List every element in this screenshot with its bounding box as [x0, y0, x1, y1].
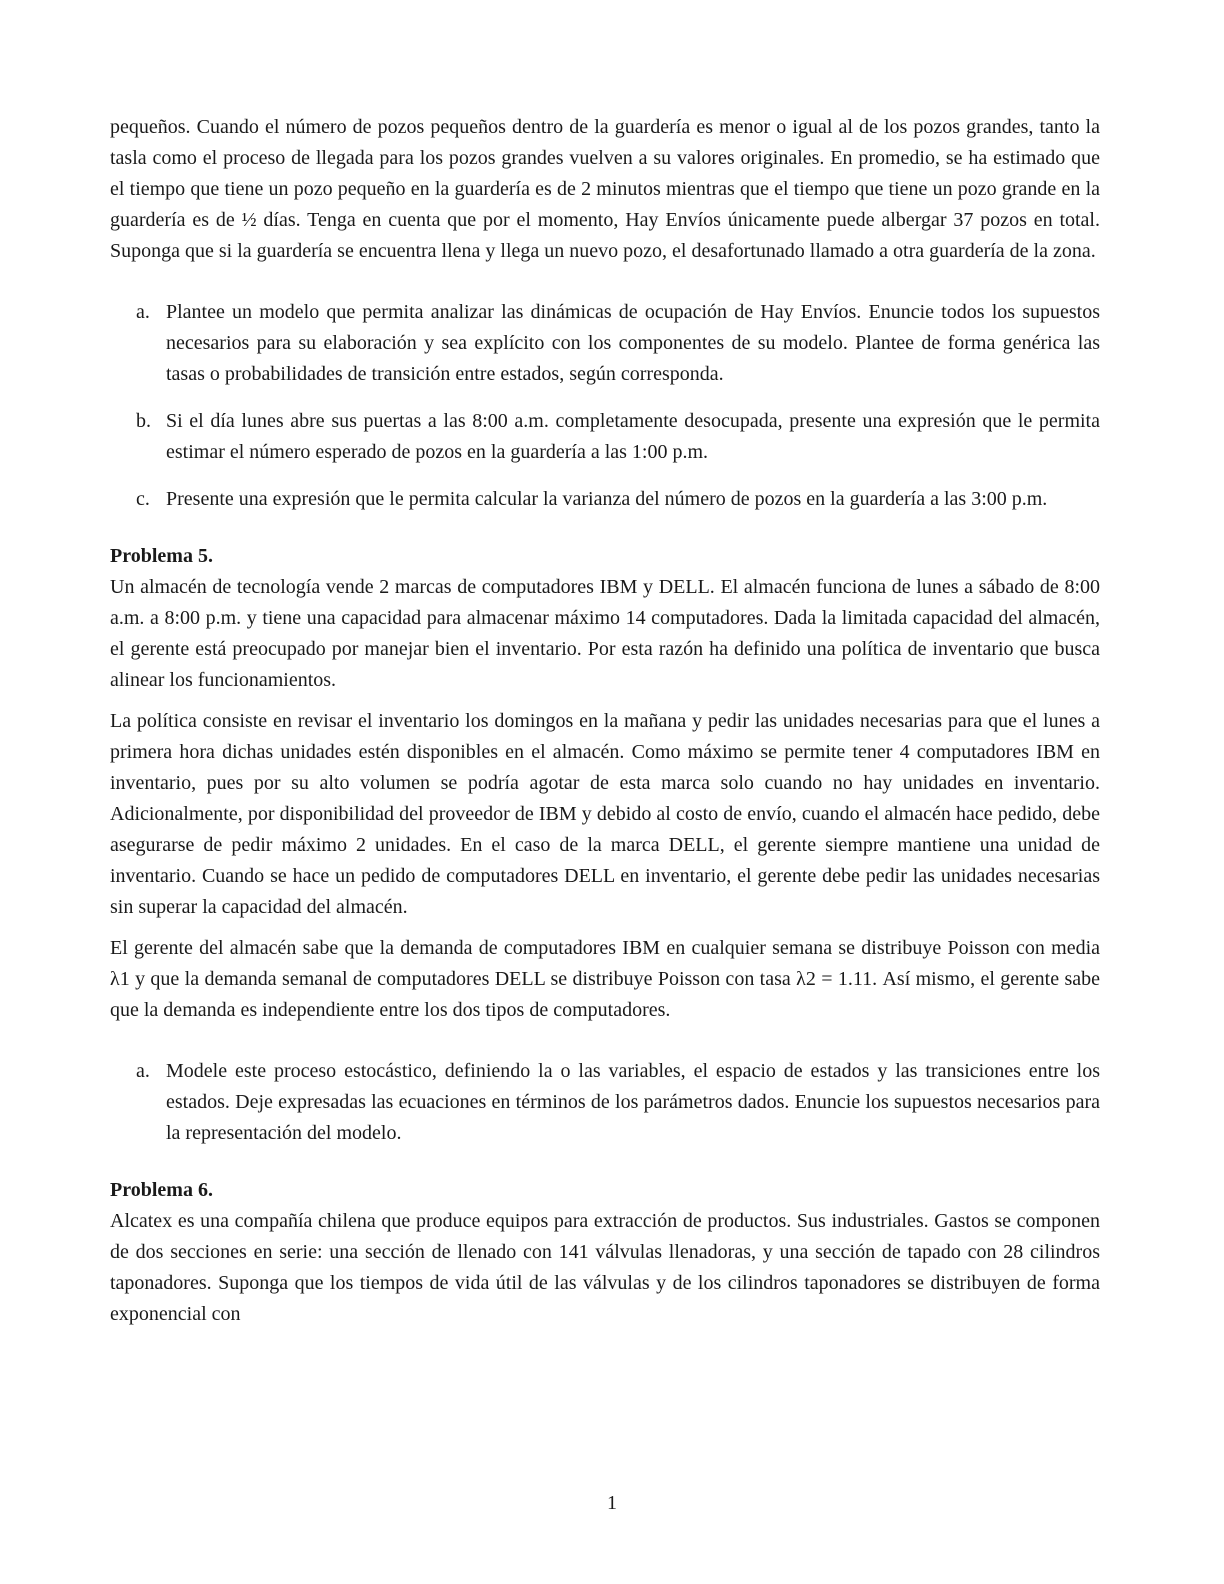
problem-5-paragraph: El gerente del almacén sabe que la demanda de computadores IBM en cualquier semana se distribuye Poisson con media λ1 y que la demanda semanal de computadores DELL se distribuye Poisson con tasa λ2 = 1.11. Así mismo, el gerente sabe que la demanda es independiente entre los dos tipos de computadores.: [110, 937, 1100, 1021]
list-item-text: Plantee un modelo que permita analizar las dinámicas de ocupación de Hay Envíos. Enuncie todos los supuestos necesarios para su elaboración y sea explícito con los componentes de su modelo. Plantee de forma genérica las tasas o probabilidades de transición entre estados, según corresponda.: [166, 301, 1100, 385]
list-item: [110, 406, 1100, 468]
list-item: [110, 1056, 1100, 1149]
intro-paragraph: pequeños. Cuando el número de pozos pequeños dentro de la guardería es menor o igual al de los pozos grandes, tanto la tasla como el proceso de llegada para los pozos grandes vuelven a su valores originales. En promedio, se ha estimado que el tiempo que tiene un pozo pequeño en la guardería es de 2 minutos mientras que el tiempo que tiene un pozo grande en la guardería es de ½ días. Tenga en cuenta que por el momento, Hay Envíos únicamente puede albergar 37 pozos en total. Suponga que si la guardería se encuentra llena y llega un nuevo pozo, el desafortunado llamado a otra guardería de la zona.: [110, 116, 1100, 262]
problem-6-paragraph: Alcatex es una compañía chilena que produce equipos para extracción de productos. Sus industriales. Gastos se componen de dos secciones en serie: una sección de llenado con 141 válvulas llenadoras, y una sección de tapado con 28 cilindros taponadores. Suponga que los tiempos de vida útil de las válvulas y de los cilindros taponadores se distribuyen de forma exponencial con: [110, 1210, 1100, 1325]
list-marker: a.: [136, 301, 150, 323]
question-list-1: [110, 297, 1100, 515]
list-marker: b.: [136, 410, 151, 432]
page-number: 1: [607, 1492, 617, 1514]
document-page: [110, 112, 1100, 1340]
list-item: [110, 484, 1100, 515]
question-list-2: [110, 1056, 1100, 1149]
problem-5-paragraph: Un almacén de tecnología vende 2 marcas de computadores IBM y DELL. El almacén funciona de lunes a sábado de 8:00 a.m. a 8:00 p.m. y tiene una capacidad para almacenar máximo 14 computadores. Dada la limitada capacidad del almacén, el gerente está preocupado por manejar bien el inventario. Por esta razón ha definido una política de inventario que busca alinear los funcionamientos.: [110, 576, 1100, 691]
problem-6-title: Problema 6.: [110, 1179, 213, 1201]
problem-5-paragraph: La política consiste en revisar el inventario los domingos en la mañana y pedir las unidades necesarias para que el lunes a primera hora dichas unidades estén disponibles en el almacén. Como máximo se permite tener 4 computadores IBM en inventario, pues por su alto volumen se podría agotar de esta marca solo cuando no hay unidades en inventario. Adicionalmente, por disponibilidad del proveedor de IBM y debido al costo de envío, cuando el almacén hace pedido, debe asegurarse de pedir máximo 2 unidades. En el caso de la marca DELL, el gerente siempre mantiene una unidad de inventario. Cuando se hace un pedido de computadores DELL en inventario, el gerente debe pedir las unidades necesarias sin superar la capacidad del almacén.: [110, 710, 1100, 918]
list-marker: a.: [136, 1060, 150, 1082]
list-item-text: Modele este proceso estocástico, definiendo la o las variables, el espacio de estados y las transiciones entre los estados. Deje expresadas las ecuaciones en términos de los parámetros dados. Enuncie los supuestos necesarios para la representación del modelo.: [166, 1060, 1100, 1144]
list-item: [110, 297, 1100, 390]
list-item-text: Presente una expresión que le permita calcular la varianza del número de pozos en la guardería a las 3:00 p.m.: [166, 488, 1048, 510]
list-item-text: Si el día lunes abre sus puertas a las 8:00 a.m. completamente desocupada, presente una expresión que le permita estimar el número esperado de pozos en la guardería a las 1:00 p.m.: [166, 410, 1100, 463]
list-marker: c.: [136, 488, 150, 510]
problem-5-title: Problema 5.: [110, 545, 213, 567]
